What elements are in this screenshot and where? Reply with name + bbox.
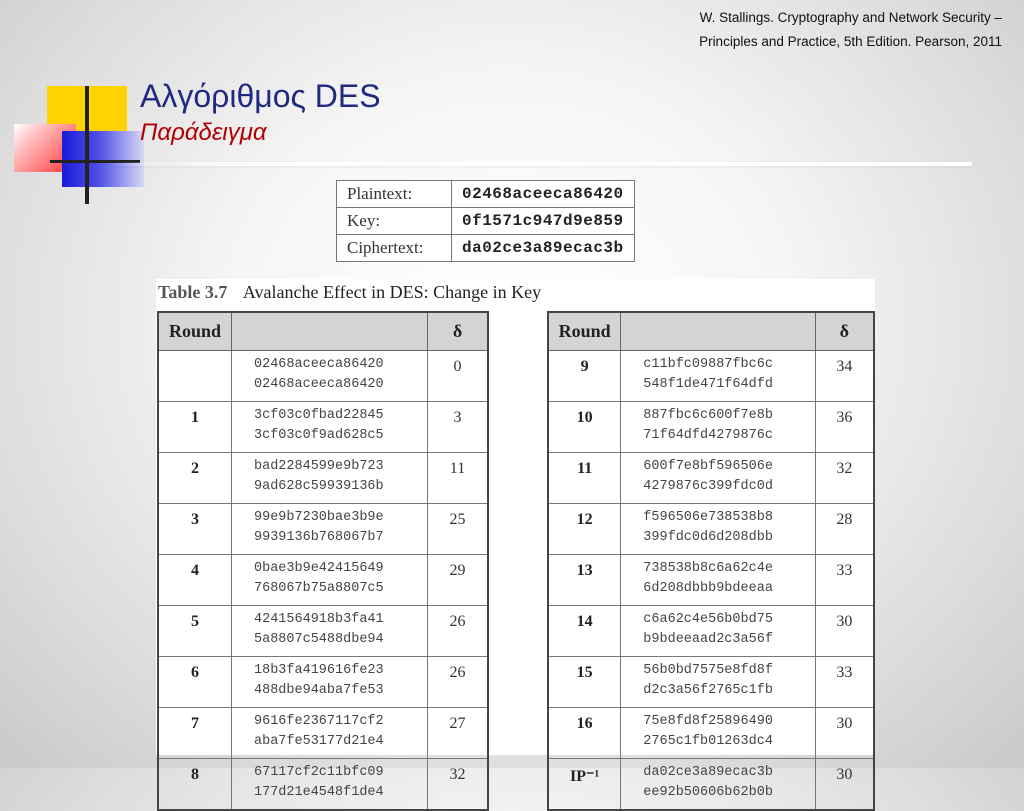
round-cell: 6: [158, 657, 232, 708]
hex-values-cell: [621, 759, 815, 811]
hex-value-2: 71f64dfd4279876c: [643, 428, 773, 443]
hex-values-cell: [232, 504, 428, 555]
key-row: [337, 208, 635, 235]
hex-values-cell: [621, 453, 815, 504]
table-row: [158, 759, 488, 811]
hex-value-1: 56b0bd7575e8fd8f: [643, 663, 773, 678]
delta-cell: 32: [815, 453, 874, 504]
hex-value-1: 02468aceeca86420: [254, 357, 384, 372]
round-cell: 10: [548, 402, 621, 453]
table-row: [158, 708, 488, 759]
table-caption-text: Avalanche Effect in DES: Change in Key: [242, 282, 542, 302]
round-cell: 12: [548, 504, 621, 555]
decorative-squares: [0, 0, 150, 210]
hex-value-2: 488dbe94aba7fe53: [254, 683, 384, 698]
round-cell: 3: [158, 504, 232, 555]
hex-values-cell: [621, 606, 815, 657]
hex-values-cell: [621, 504, 815, 555]
delta-header: δ: [815, 312, 874, 351]
delta-cell: 30: [815, 759, 874, 811]
values-header: [621, 312, 815, 351]
delta-cell: 27: [428, 708, 489, 759]
hex-value-1: c6a62c4e56b0bd75: [643, 612, 773, 627]
hex-value-2: 5a8807c5488dbe94: [254, 632, 384, 647]
delta-cell: 0: [428, 351, 489, 402]
table-row: [548, 504, 874, 555]
hex-values-cell: [232, 657, 428, 708]
hex-value-2: 4279876c399fdc0d: [643, 479, 773, 494]
round-cell: 1: [158, 402, 232, 453]
hex-value-1: 75e8fd8f25896490: [643, 714, 773, 729]
hex-value-1: 67117cf2c11bfc09: [254, 765, 384, 780]
round-header: Round: [158, 312, 232, 351]
hex-value-2: 9939136b768067b7: [254, 530, 384, 545]
round-cell: 8: [158, 759, 232, 811]
delta-cell: 11: [428, 453, 489, 504]
hex-values-cell: [232, 708, 428, 759]
hex-values-cell: [232, 351, 428, 402]
vertical-line: [85, 86, 89, 204]
round-cell: 14: [548, 606, 621, 657]
table-header-row: [158, 312, 488, 351]
hex-value-1: f596506e738538b8: [643, 510, 773, 525]
hex-values-cell: [232, 453, 428, 504]
table-row: [158, 504, 488, 555]
round-cell: 9: [548, 351, 621, 402]
table-row: [548, 708, 874, 759]
hex-value-2: d2c3a56f2765c1fb: [643, 683, 773, 698]
table-row: [158, 555, 488, 606]
table-row: [158, 606, 488, 657]
ciphertext-value: da02ce3a89ecac3b: [452, 235, 635, 262]
hex-value-1: 4241564918b3fa41: [254, 612, 384, 627]
citation-line-1: W. Stallings. Cryptography and Network Security –: [699, 10, 1002, 25]
round-cell: [158, 351, 232, 402]
hex-value-2: ee92b50606b62b0b: [643, 785, 773, 800]
hex-value-2: 177d21e4548f1de4: [254, 785, 384, 800]
round-cell: IP⁻¹: [548, 759, 621, 811]
round-header: Round: [548, 312, 621, 351]
hex-value-2: 02468aceeca86420: [254, 377, 384, 392]
avalanche-table-panel: [156, 279, 875, 800]
delta-cell: 32: [428, 759, 489, 811]
hex-value-2: 768067b75a8807c5: [254, 581, 384, 596]
hex-value-1: 600f7e8bf596506e: [643, 459, 773, 474]
plaintext-label: Plaintext:: [337, 181, 452, 208]
delta-cell: 33: [815, 657, 874, 708]
hex-values-cell: [621, 708, 815, 759]
table-row: [548, 759, 874, 811]
hex-values-cell: [232, 402, 428, 453]
round-cell: 7: [158, 708, 232, 759]
delta-cell: 30: [815, 708, 874, 759]
hex-values-cell: [621, 555, 815, 606]
round-cell: 15: [548, 657, 621, 708]
delta-cell: 30: [815, 606, 874, 657]
hex-value-1: 887fbc6c600f7e8b: [643, 408, 773, 423]
round-cell: 5: [158, 606, 232, 657]
key-value: 0f1571c947d9e859: [452, 208, 635, 235]
table-caption: [158, 282, 541, 303]
table-row: [548, 453, 874, 504]
key-label: Key:: [337, 208, 452, 235]
hex-value-1: bad2284599e9b723: [254, 459, 384, 474]
table-row: [548, 351, 874, 402]
hex-value-2: 548f1de471f64dfd: [643, 377, 773, 392]
table-row: [548, 402, 874, 453]
delta-cell: 34: [815, 351, 874, 402]
hex-value-2: 2765c1fb01263dc4: [643, 734, 773, 749]
slide-title: Αλγόριθμος DES: [140, 78, 381, 114]
hex-value-1: c11bfc09887fbc6c: [643, 357, 773, 372]
delta-cell: 26: [428, 606, 489, 657]
table-row: [158, 351, 488, 402]
avalanche-table-left: [157, 311, 489, 811]
hex-value-2: 9ad628c59939136b: [254, 479, 384, 494]
table-body-right: [548, 351, 874, 811]
delta-header: δ: [428, 312, 489, 351]
delta-cell: 28: [815, 504, 874, 555]
hex-value-2: 6d208dbbb9bdeeaa: [643, 581, 773, 596]
citation: [582, 6, 1002, 54]
table-row: [158, 402, 488, 453]
delta-cell: 36: [815, 402, 874, 453]
hex-values-cell: [621, 402, 815, 453]
round-cell: 16: [548, 708, 621, 759]
plaintext-value: 02468aceeca86420: [452, 181, 635, 208]
hex-value-2: 399fdc0d6d208dbb: [643, 530, 773, 545]
hex-values-cell: [232, 606, 428, 657]
hex-value-1: 0bae3b9e42415649: [254, 561, 384, 576]
table-row: [548, 555, 874, 606]
hex-value-1: 9616fe2367117cf2: [254, 714, 384, 729]
delta-cell: 26: [428, 657, 489, 708]
plaintext-row: [337, 181, 635, 208]
hex-value-1: 738538b8c6a62c4e: [643, 561, 773, 576]
hex-values-cell: [621, 351, 815, 402]
ciphertext-label: Ciphertext:: [337, 235, 452, 262]
delta-cell: 33: [815, 555, 874, 606]
hex-value-2: b9bdeeaad2c3a56f: [643, 632, 773, 647]
delta-cell: 29: [428, 555, 489, 606]
title-divider: [110, 162, 972, 166]
slide-subtitle: Παράδειγμα: [140, 119, 267, 146]
ciphertext-row: [337, 235, 635, 262]
table-row: [158, 657, 488, 708]
table-row: [158, 453, 488, 504]
table-header-row: [548, 312, 874, 351]
hex-value-1: da02ce3a89ecac3b: [643, 765, 773, 780]
round-cell: 13: [548, 555, 621, 606]
hex-values-cell: [232, 555, 428, 606]
hex-value-2: aba7fe53177d21e4: [254, 734, 384, 749]
citation-line-2: Principles and Practice, 5th Edition. Pearson, 2011: [699, 34, 1002, 49]
round-cell: 4: [158, 555, 232, 606]
round-cell: 11: [548, 453, 621, 504]
table-row: [548, 606, 874, 657]
table-row: [548, 657, 874, 708]
delta-cell: 3: [428, 402, 489, 453]
values-header: [232, 312, 428, 351]
example-table: [336, 180, 635, 262]
table-number: Table 3.7: [158, 282, 228, 302]
round-cell: 2: [158, 453, 232, 504]
hex-value-1: 99e9b7230bae3b9e: [254, 510, 384, 525]
hex-value-1: 18b3fa419616fe23: [254, 663, 384, 678]
delta-cell: 25: [428, 504, 489, 555]
table-body-left: [158, 351, 488, 811]
hex-values-cell: [621, 657, 815, 708]
avalanche-table-right: [547, 311, 875, 811]
hex-value-1: 3cf03c0fbad22845: [254, 408, 384, 423]
hex-values-cell: [232, 759, 428, 811]
hex-value-2: 3cf03c0f9ad628c5: [254, 428, 384, 443]
blue-square: [62, 131, 144, 187]
